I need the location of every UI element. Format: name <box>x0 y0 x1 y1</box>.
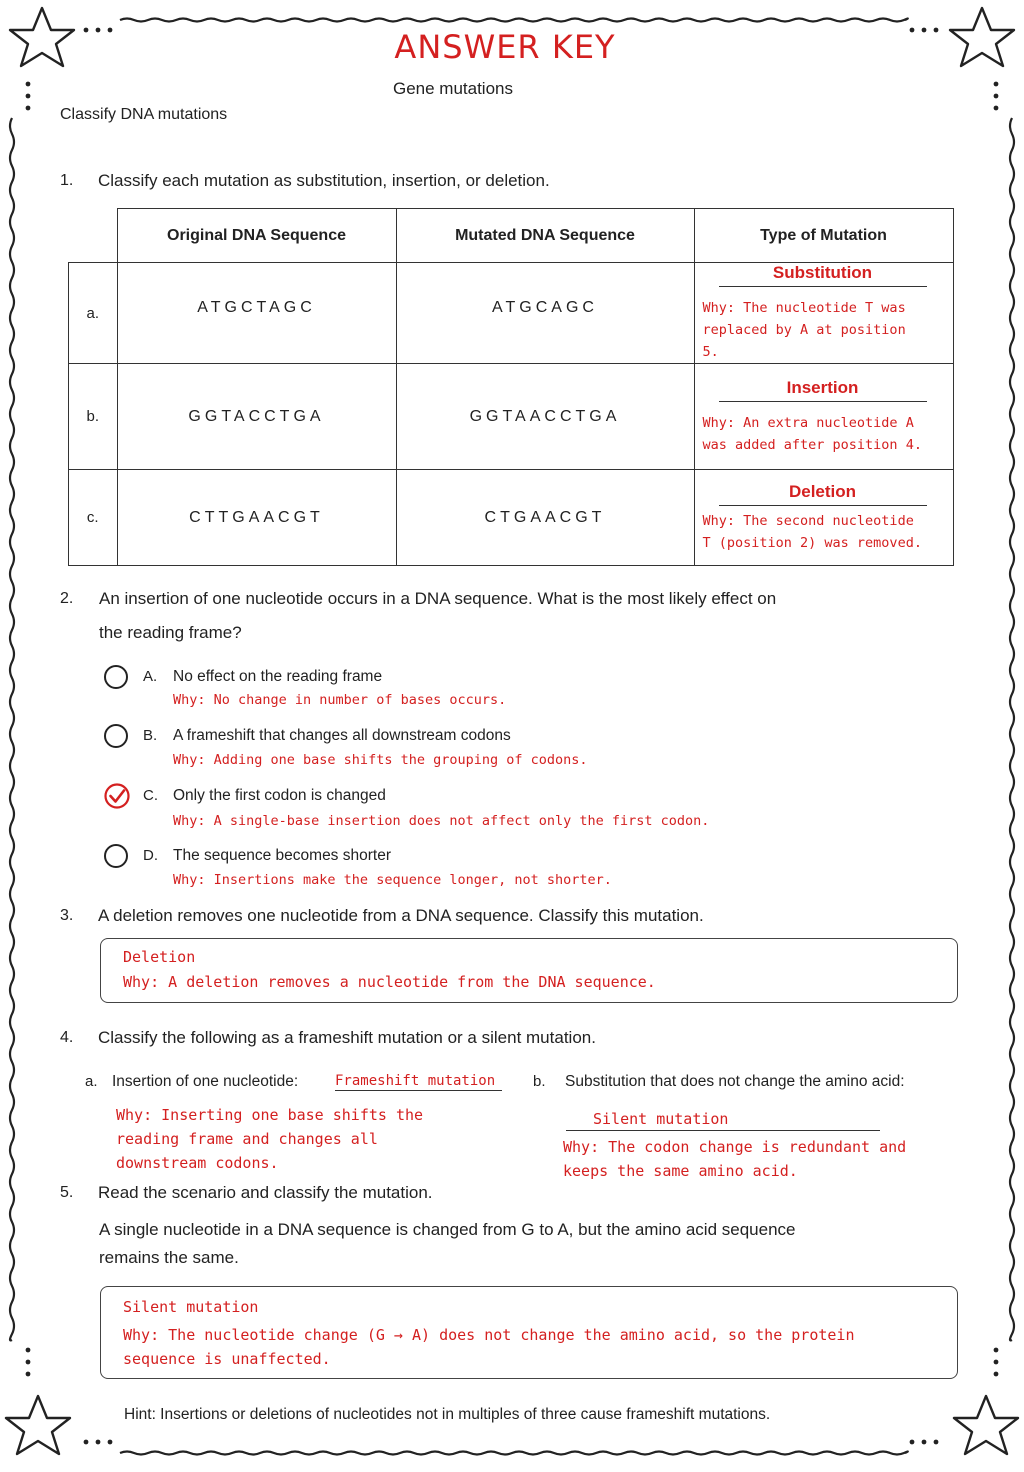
original-sequence: GGTACCTGA <box>117 364 396 470</box>
wavy-border-top <box>120 19 908 22</box>
wavy-border-right <box>1010 118 1014 1340</box>
mutation-type-answer: Insertion <box>719 378 927 402</box>
q4b-prompt: Substitution that does not change the amino acid: <box>565 1073 905 1090</box>
answer-5-explanation: Why: The nucleotide change (G → A) does not change the amino acid, so the protein <box>123 1326 855 1344</box>
option-d-text: The sequence becomes shorter <box>173 847 391 864</box>
page-title: ANSWER KEY <box>394 28 616 66</box>
option-d-radio[interactable] <box>104 844 128 868</box>
answer-5-explanation-cont: sequence is unaffected. <box>123 1350 331 1368</box>
mutation-type-cell <box>694 470 953 566</box>
q4a-explanation-line: Why: Inserting one base shifts the <box>116 1106 424 1124</box>
star-icon <box>6 1396 70 1454</box>
answer-box-5 <box>100 1286 958 1379</box>
mutated-sequence: CTGAACGT <box>396 470 694 566</box>
q4b-answer: Silent mutation <box>593 1110 729 1128</box>
q4b-label: b. <box>533 1073 546 1090</box>
q4a-explanation <box>116 1103 423 1175</box>
option-c-explanation: Why: A single-base insertion does not affect only the first codon. <box>173 813 710 829</box>
option-a-letter: A. <box>143 668 158 685</box>
q4a-explanation-line: downstream codons. <box>116 1154 279 1172</box>
option-b-radio[interactable] <box>104 724 128 748</box>
check-circle-icon[interactable] <box>103 782 133 812</box>
table-header-row <box>69 209 954 263</box>
star-icon <box>954 1396 1018 1454</box>
answer-3-type: Deletion <box>123 948 196 966</box>
question-5-scenario: A single nucleotide in a DNA sequence is changed from G to A, but the amino acid sequence <box>99 1220 796 1239</box>
mutated-sequence: ATGCAGC <box>396 263 694 364</box>
question-4-number: 4. <box>60 1029 74 1046</box>
option-d-explanation: Why: Insertions make the sequence longer, not shorter. <box>173 872 612 888</box>
question-4-text: Classify the following as a frameshift mutation or a silent mutation. <box>98 1028 596 1047</box>
column-header-type: Type of Mutation <box>694 209 953 263</box>
mutation-type-cell <box>694 364 953 470</box>
page-subtitle: Gene mutations <box>392 79 513 98</box>
table-row <box>69 470 954 566</box>
option-b-text: A frameshift that changes all downstream codons <box>173 727 511 744</box>
mutation-explanation: Why: An extra nucleotide A was added after position 4. <box>702 414 922 453</box>
mutated-sequence: GGTAACCTGA <box>396 364 694 470</box>
mutation-explanation: Why: The nucleotide T was replaced by A at position 5. <box>702 300 906 360</box>
section-heading: Classify DNA mutations <box>60 106 228 123</box>
option-c-letter: C. <box>143 787 158 804</box>
question-3-text: A deletion removes one nucleotide from a DNA sequence. Classify this mutation. <box>98 906 704 925</box>
q4a-label: a. <box>85 1073 98 1090</box>
question-5-scenario-cont: remains the same. <box>99 1248 239 1267</box>
option-a-text: No effect on the reading frame <box>173 668 383 685</box>
answer-3-explanation: Why: A deletion removes a nucleotide from the DNA sequence. <box>123 973 656 991</box>
wavy-border-bottom <box>120 1452 908 1455</box>
mutation-type-answer: Deletion <box>719 482 927 506</box>
q4a-explanation-line: reading frame and changes all <box>116 1130 378 1148</box>
mutation-type-cell <box>694 263 953 364</box>
question-2-number: 2. <box>60 590 74 607</box>
column-header-original: Original DNA Sequence <box>117 209 396 263</box>
question-2-text-cont: the reading frame? <box>99 623 242 642</box>
original-sequence: CTTGAACGT <box>117 470 396 566</box>
question-5-text: Read the scenario and classify the mutation. <box>98 1183 433 1202</box>
q4a-prompt: Insertion of one nucleotide: <box>112 1073 299 1090</box>
column-header-mutated: Mutated DNA Sequence <box>396 209 694 263</box>
question-2-text: An insertion of one nucleotide occurs in a DNA sequence. What is the most likely effect on <box>99 589 777 608</box>
q4b-explanation <box>563 1135 906 1183</box>
row-label: b. <box>69 364 118 470</box>
option-a-radio[interactable] <box>104 665 128 689</box>
row-label: a. <box>69 263 118 364</box>
option-d-letter: D. <box>143 847 158 864</box>
table-row <box>69 364 954 470</box>
mutation-explanation: Why: The second nucleotide T (position 2) was removed. <box>702 512 922 551</box>
question-1-number: 1. <box>60 172 74 189</box>
mutation-type-answer: Substitution <box>719 263 927 287</box>
answer-box-3 <box>100 938 958 1003</box>
row-label: c. <box>69 470 118 566</box>
question-3-number: 3. <box>60 907 74 924</box>
option-b-letter: B. <box>143 727 158 744</box>
q4b-explanation-line: keeps the same amino acid. <box>563 1162 798 1180</box>
question-5-number: 5. <box>60 1184 74 1201</box>
table-row <box>69 263 954 364</box>
q4b-answer-line <box>566 1110 880 1131</box>
option-b-explanation: Why: Adding one base shifts the grouping of codons. <box>173 752 588 768</box>
option-a-explanation: Why: No change in number of bases occurs. <box>173 692 507 708</box>
answer-5-type: Silent mutation <box>123 1298 259 1316</box>
mutation-table <box>68 208 954 566</box>
wavy-border-left <box>10 118 14 1340</box>
question-1-text: Classify each mutation as substitution, insertion, or deletion. <box>98 171 550 190</box>
q4b-explanation-line: Why: The codon change is redundant and <box>563 1138 907 1156</box>
q4a-answer: Frameshift mutation <box>335 1073 502 1091</box>
hint-text: Hint: Insertions or deletions of nucleotides not in multiples of three cause frameshift mutations. <box>124 1406 771 1423</box>
option-c-text: Only the first codon is changed <box>173 787 386 804</box>
original-sequence: ATGCTAGC <box>117 263 396 364</box>
